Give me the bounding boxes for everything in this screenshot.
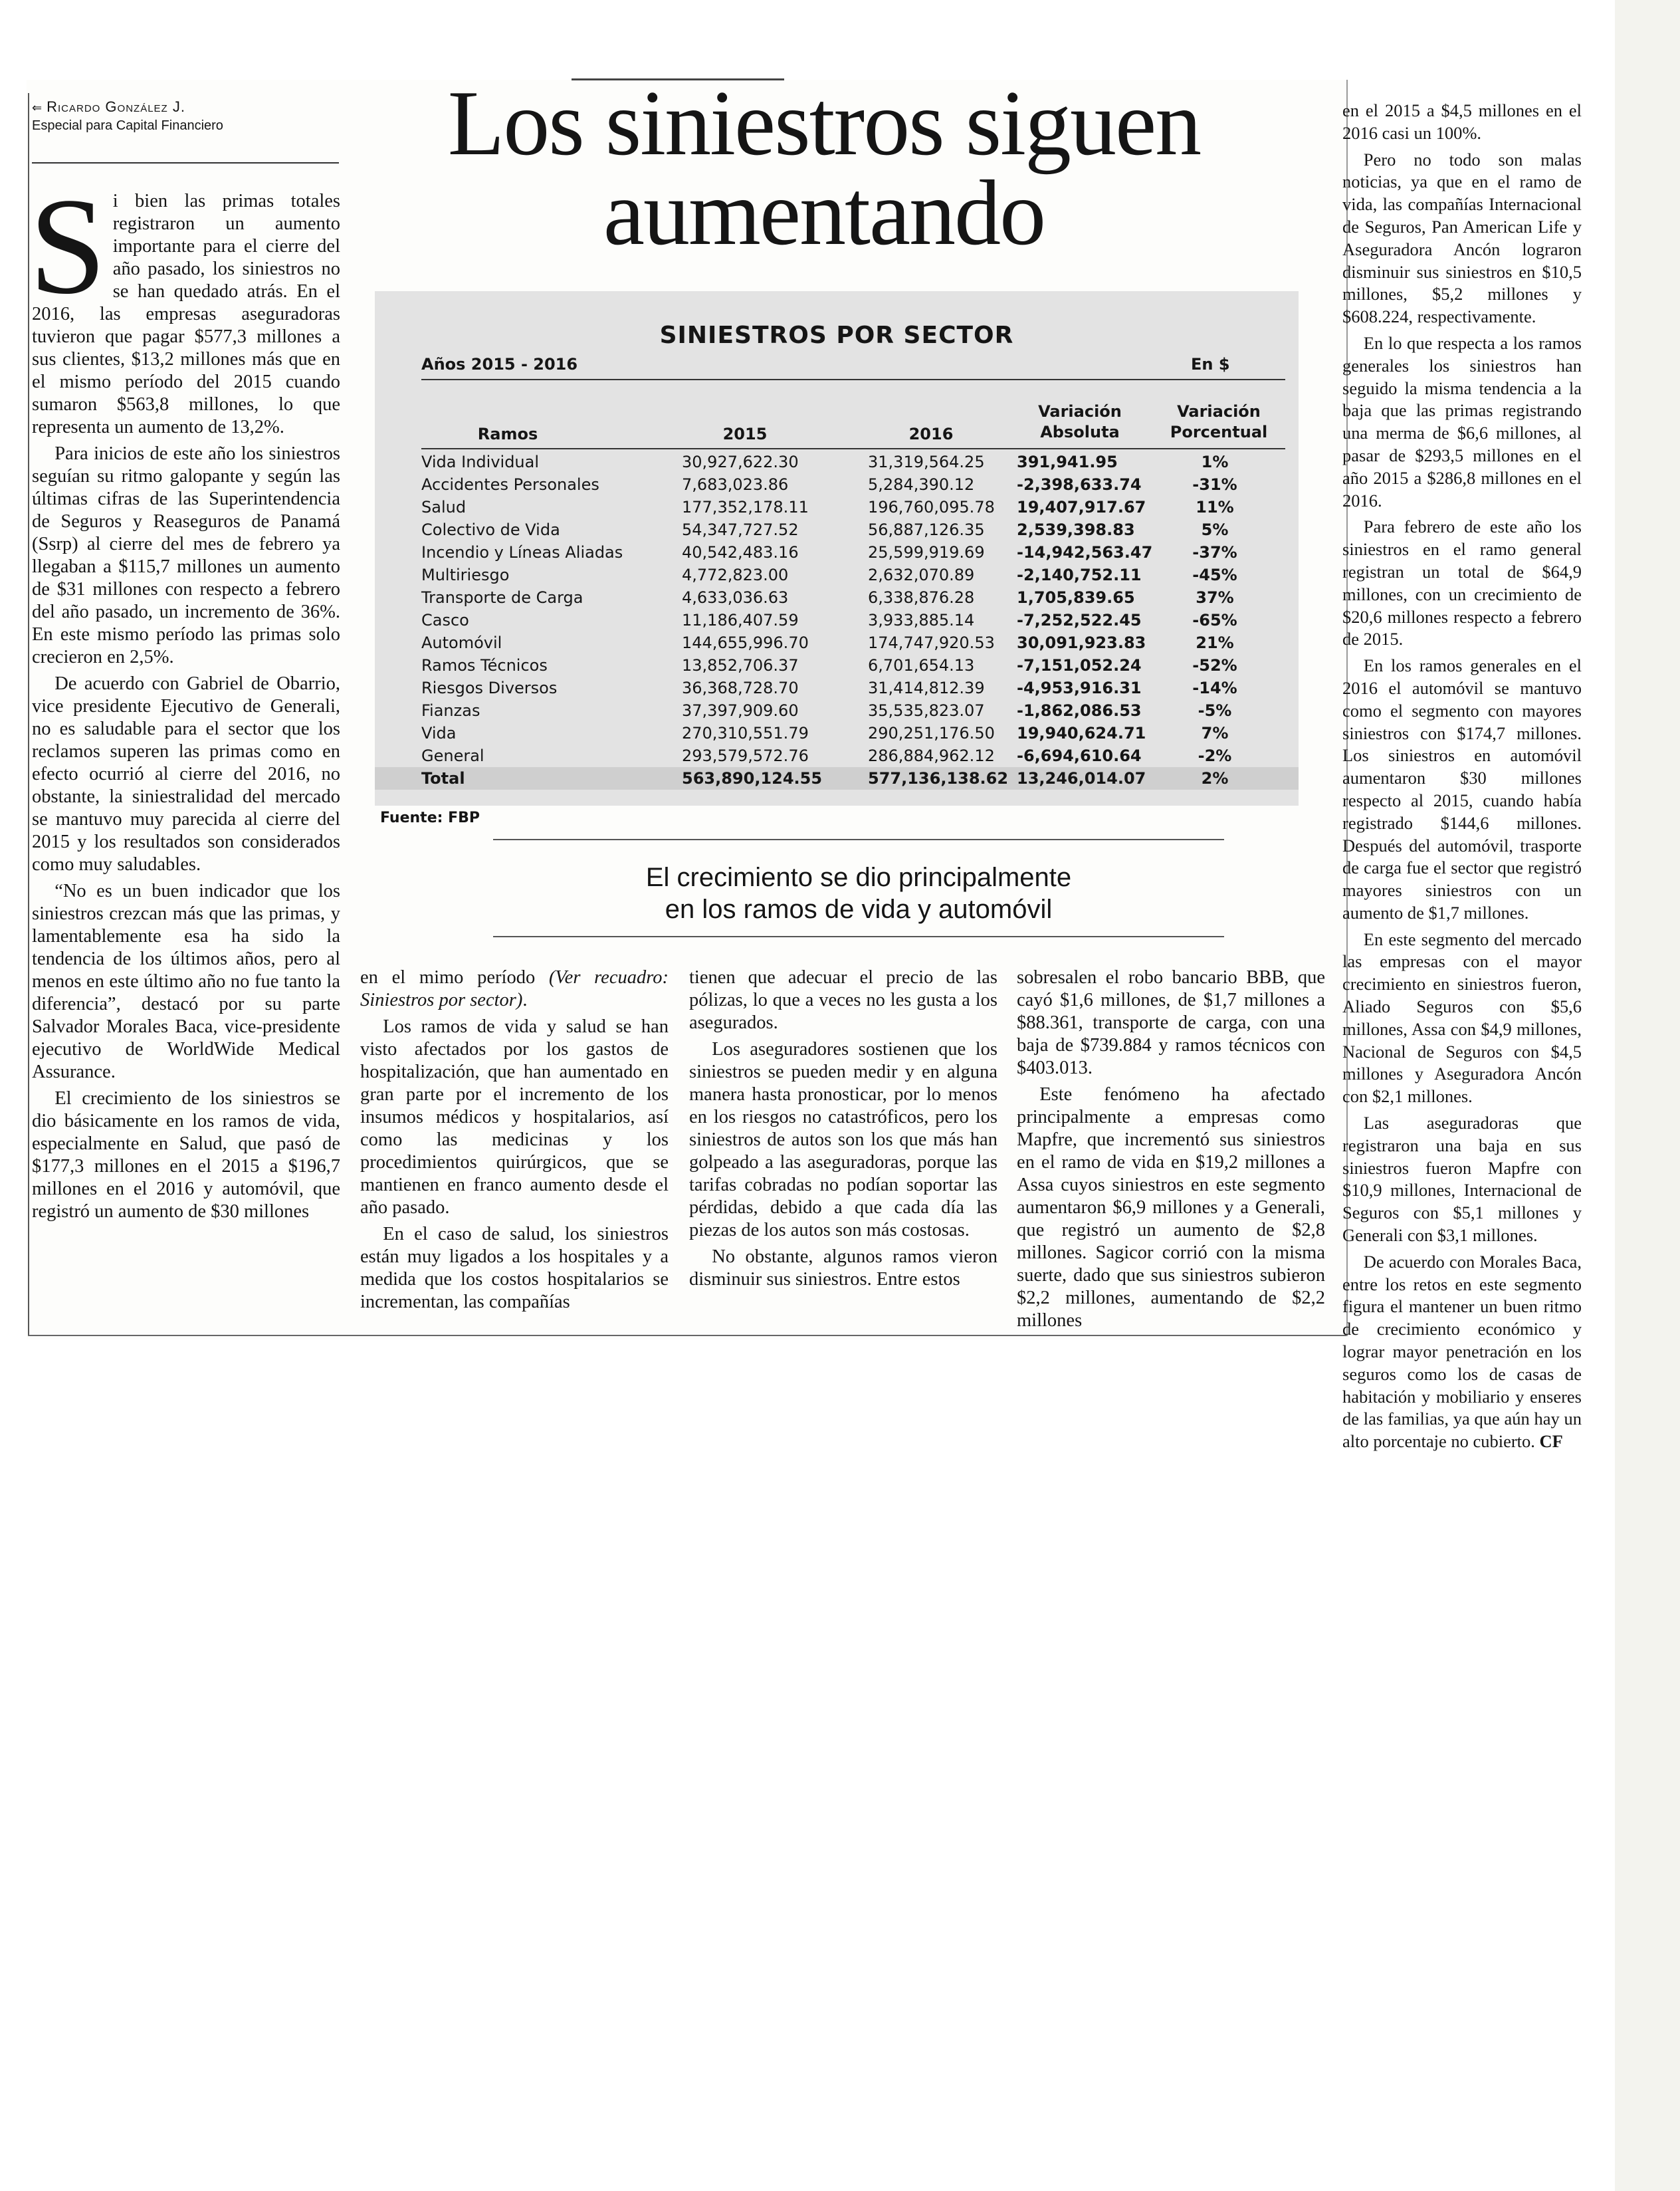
table-row	[375, 654, 1299, 677]
paragraph: Las aseguradoras que registraron una baja en sus siniestros fueron Mapfre con $10,9 millones, Internacional de Seguros con $5,1 millones y Generali con $3,1 millones.	[1342, 1113, 1582, 1246]
table-cell-abs: 1,705,839.65	[1017, 588, 1135, 607]
table-row	[375, 519, 1299, 541]
table-cell-abs: -7,151,052.24	[1017, 656, 1142, 675]
table-cell-v2016: 56,887,126.35	[868, 520, 985, 539]
table-cell-pct: -65%	[1192, 611, 1237, 630]
table-cell-abs: -4,953,916.31	[1017, 679, 1142, 697]
table-cell-ramo: Transporte de Carga	[421, 588, 583, 607]
paragraph: Los aseguradores sostienen que los siniestros se pueden medir y en alguna manera hasta pronosticar, por lo menos en los riesgos no catastróficos, pero los siniestros de autos son los que más han golpeado a las aseguradoras, porque las tarifas cobradas no podían soportar las pérdidas, debido a que cada día las piezas de los autos son más costosas.	[689, 1039, 998, 1240]
drop-cap: S	[29, 170, 106, 322]
paragraph: No obstante, algunos ramos vieron disminuir sus siniestros. Entre estos	[689, 1246, 998, 1290]
paragraph: En este segmento del mercado las empresas con el mayor crecimiento en siniestros fueron, Aliado Seguros con $5,6 millones, Assa con $4,9 millones, Nacional de Seguros con $4,5 millones y Aseguradora Ancón con $2,1 millones.	[1342, 929, 1582, 1107]
table-total-row	[375, 767, 1299, 790]
headline: Los siniestros siguen aumentando	[447, 72, 1201, 265]
pullquote-rule-top	[493, 839, 1224, 840]
table-cell-ramo: Fianzas	[421, 701, 480, 720]
table-cell-abs: 2,539,398.83	[1017, 520, 1135, 539]
table-cell-v2016: 6,338,876.28	[868, 588, 975, 607]
article-column-2	[360, 967, 669, 1318]
table-title: SINIESTROS POR SECTOR	[659, 322, 1014, 349]
table-cell-v2015: 293,579,572.76	[682, 747, 809, 765]
table-cell-v2015: 270,310,551.79	[682, 724, 809, 743]
table-currency: En $	[1191, 355, 1230, 374]
table-cell-v2016: 31,414,812.39	[868, 679, 985, 697]
header-text: Variación	[1038, 402, 1122, 421]
table-cell-pct: -37%	[1192, 543, 1237, 562]
table-cell-v2016: 35,535,823.07	[868, 701, 985, 720]
paragraph	[29, 170, 340, 439]
table-row	[375, 451, 1299, 473]
article-column-4	[1017, 967, 1325, 1336]
header-variacion-porcentual	[1166, 402, 1272, 443]
paragraph: “No es un buen indicador que los siniestros crezcan más que las primas, y lamentablemente esa ha sido la tendencia de los últimos años, pero al menos en este último año no fue tanto la diferencia”, destacó por su parte Salvador Morales Baca, vice-presidente ejecutivo de WorldWide Medical Assurance.	[32, 881, 340, 1082]
table-cell-ramo: General	[421, 747, 484, 765]
article-signature: CF	[1539, 1431, 1563, 1452]
table-cell-v2016: 31,319,564.25	[868, 453, 985, 471]
pullquote-line: en los ramos de vida y automóvil	[665, 895, 1053, 924]
article-column-3	[689, 967, 998, 1295]
table-cell-ramo: Vida Individual	[421, 453, 540, 471]
author-name: Ricardo González J.	[47, 98, 185, 115]
table-cell-pct: 37%	[1196, 588, 1234, 607]
table-cell-abs: 13,246,014.07	[1017, 769, 1146, 788]
header-2016: 2016	[908, 425, 954, 443]
table-cell-v2015: 177,352,178.11	[682, 498, 809, 517]
table-cell-abs: 391,941.95	[1017, 453, 1118, 471]
table-cell-abs: -6,694,610.64	[1017, 747, 1142, 765]
table-cell-abs: 19,407,917.67	[1017, 498, 1146, 517]
table-cell-pct: 11%	[1196, 498, 1234, 517]
table-cell-v2015: 30,927,622.30	[682, 453, 799, 471]
table-cell-pct: -45%	[1192, 566, 1237, 584]
table-cell-v2015: 36,368,728.70	[682, 679, 799, 697]
table-cell-v2016: 25,599,919.69	[868, 543, 985, 562]
paragraph: De acuerdo con Gabriel de Obarrio, vice presidente Ejecutivo de Generali, no es saludable para el sector que los reclamos superen las primas como en efecto ocurrió al cierre del 2016, no obstante, la siniestralidad del mercado se mantuvo muy parecida al cierre del 2015 y los resultados son considerados como muy saludables.	[32, 673, 340, 875]
table-cell-abs: -14,942,563.47	[1017, 543, 1153, 562]
table-cell-v2016: 290,251,176.50	[868, 724, 995, 743]
paragraph: En los ramos generales en el 2016 el automóvil se mantuvo como el segmento con mayores siniestros con $174,7 millones. Los siniestros en automóvil aumentaron $30 millones respecto al 2015, cuando había registrado $144,6 millones. Después del automóvil, trasporte de carga fue el sector que registró mayores siniestros con un aumento de $1,7 millones.	[1342, 655, 1582, 923]
paragraph-text: .	[522, 990, 528, 1010]
header-text: Porcentual	[1170, 423, 1268, 441]
header-variacion-absoluta	[1017, 402, 1143, 443]
table-cell-v2015: 4,633,036.63	[682, 588, 789, 607]
byline-author	[32, 98, 339, 116]
table-cell-abs: -1,862,086.53	[1017, 701, 1142, 720]
table-cell-v2015: 54,347,727.52	[682, 520, 799, 539]
table-row	[375, 609, 1299, 632]
paragraph: Para inicios de este año los siniestros seguían su ritmo galopante y según las últimas cifras de las Superintendencia de Seguros y Reaseguros de Panamá (Ssrp) al cierre del mes de febrero ya llegaban a $115,7 millones un aumento de $31 millones con respecto a febrero del año pasado, un incremento de 36%. En este mismo período las primas solo crecieron en 2,5%.	[32, 443, 340, 667]
paragraph: Pero no todo son malas noticias, ya que en el ramo de vida, las compañías Internacional de Seguros, Pan American Life y Aseguradora Ancón lograron disminuir sus siniestros en $10,5 millones, $5,2 millones y $608.224, respectivamente.	[1342, 149, 1582, 327]
table-cell-ramo: Automóvil	[421, 634, 502, 652]
table-cell-ramo: Ramos Técnicos	[421, 656, 548, 675]
header-text: Variación	[1177, 402, 1261, 421]
byline	[32, 98, 339, 134]
table-cell-pct: 21%	[1196, 634, 1234, 652]
table-cell-abs: 30,091,923.83	[1017, 634, 1146, 652]
table-cell-v2015: 7,683,023.86	[682, 475, 789, 494]
paragraph: Los ramos de vida y salud se han visto afectados por los gastos de hospitalización, que han aumentado en gran parte por el incremento de los insumos médicos y hospitalarios, así como las medicinas y los procedimientos quirúrgicos, que se mantienen en franco aumento desde el año pasado.	[360, 1016, 669, 1218]
paragraph: tienen que adecuar el precio de las pólizas, lo que a veces no les gusta a los asegurados.	[689, 967, 998, 1033]
table-cell-abs: -2,140,752.11	[1017, 566, 1142, 584]
article-column-5	[1342, 100, 1582, 1457]
header-2015: 2015	[722, 425, 768, 443]
table-cell-v2015: 13,852,706.37	[682, 656, 799, 675]
table-cell-pct: -31%	[1192, 475, 1237, 494]
pullquote-line: El crecimiento se dio principalmente	[645, 863, 1072, 892]
table-row	[375, 632, 1299, 654]
table-cell-v2016: 6,701,654.13	[868, 656, 975, 675]
table-row	[375, 473, 1299, 496]
table-cell-pct: 7%	[1201, 724, 1229, 743]
paragraph-text: en el mimo período	[360, 967, 549, 988]
table-years: Años 2015 - 2016	[421, 355, 578, 374]
table-rule	[421, 448, 1285, 449]
byline-divider	[32, 162, 339, 164]
table-cell-v2015: 144,655,996.70	[682, 634, 809, 652]
table-cell-v2016: 196,760,095.78	[868, 498, 995, 517]
byline-role: Especial para Capital Financiero	[32, 118, 223, 133]
table-cell-pct: -5%	[1198, 701, 1232, 720]
table-cell-ramo: Colectivo de Vida	[421, 520, 560, 539]
header-ramos: Ramos	[477, 425, 538, 443]
table-cell-v2015: 11,186,407.59	[682, 611, 799, 630]
table-rule	[421, 379, 1285, 380]
siniestros-table	[375, 291, 1299, 806]
table-cell-v2015: 4,772,823.00	[682, 566, 789, 584]
paragraph: El crecimiento de los siniestros se dio básicamente en los ramos de vida, especialmente en Salud, que pasó de $177,3 millones en el 2015 a $196,7 millones en el 2016 y automóvil, que registró un aumento de $30 millones	[32, 1088, 340, 1222]
table-cell-abs: -2,398,633.74	[1017, 475, 1142, 494]
table-cell-v2016: 286,884,962.12	[868, 747, 995, 765]
paragraph-text: De acuerdo con Morales Baca, entre los retos en este segmento figura el mantener un buen ritmo de crecimiento económico y lograr mayor penetración en los seguros como los de casas de habitación y mobiliario y enseres de las familias, ya que aún hay un alto porcentaje no cubierto.	[1342, 1251, 1582, 1452]
figure-reference: (Ver recuadro: Siniestros por sector)	[360, 967, 669, 1010]
pullquote	[493, 862, 1224, 925]
paragraph-text: i bien las primas totales registraron un aumento importante para el cierre del año pasado, los siniestros no se han quedado atrás. En el 2016, las empresas aseguradoras tuvieron que pagar $577,3 millones a sus clientes, $13,2 millones más que en el mismo período del 2015 cuando sumaron $563,8 millones, lo que representa un aumento de 13,2%.	[32, 191, 340, 437]
table-cell-ramo: Casco	[421, 611, 469, 630]
pullquote-rule-bottom	[493, 936, 1224, 937]
table-cell-ramo: Salud	[421, 498, 467, 517]
table-cell-abs: -7,252,522.45	[1017, 611, 1142, 630]
table-cell-pct: -14%	[1192, 679, 1237, 697]
table-cell-v2016: 174,747,920.53	[868, 634, 995, 652]
table-cell-pct: 1%	[1201, 453, 1229, 471]
table-cell-pct: -52%	[1192, 656, 1237, 675]
table-row	[375, 564, 1299, 586]
table-cell-pct: -2%	[1198, 747, 1232, 765]
table-cell-v2015: 37,397,909.60	[682, 701, 799, 720]
paragraph: En lo que respecta a los ramos generales los siniestros han seguido la misma tendencia a la baja que las primas registrando una merma de $6,6 millones, al pasar de $293,5 millones en el año 2015 a $286,8 millones en el 2016.	[1342, 332, 1582, 511]
table-cell-ramo: Total	[421, 769, 465, 788]
table-cell-ramo: Accidentes Personales	[421, 475, 599, 494]
paragraph: Este fenómeno ha afectado principalmente a empresas como Mapfre, que incrementó sus siniestros en el ramo de vida en $19,2 millones a Assa cuyos siniestros en este segmento aumentaron $6,9 millones y a Generali, que registró un aumento de $2,8 millones. Sagicor corrió con la misma suerte, dado que sus siniestros subieron $2,2 millones, aumentando de $2,2 millones	[1017, 1084, 1325, 1331]
table-row	[375, 496, 1299, 519]
table-cell-pct: 5%	[1201, 520, 1229, 539]
table-cell-v2015: 563,890,124.55	[682, 769, 823, 788]
paragraph: Para febrero de este año los siniestros en el ramo general registran un total de $64,9 millones, con un crecimiento de $20,6 millones respecto a febrero de 2015.	[1342, 517, 1582, 649]
table-row	[375, 677, 1299, 699]
paragraph: sobresalen el robo bancario BBB, que cayó $1,6 millones, de $1,7 millones a $88.361, transporte de carga, con una baja de $739.884 y ramos técnicos con $403.013.	[1017, 967, 1325, 1078]
paragraph	[360, 967, 669, 1012]
table-cell-v2015: 40,542,483.16	[682, 543, 799, 562]
paragraph: en el 2015 a $4,5 millones en el 2016 casi un 100%.	[1342, 100, 1582, 143]
table-row	[375, 722, 1299, 745]
table-row	[375, 699, 1299, 722]
table-cell-v2016: 2,632,070.89	[868, 566, 975, 584]
paragraph	[1342, 1251, 1582, 1453]
table-row	[375, 586, 1299, 609]
table-source: Fuente: FBP	[380, 810, 480, 826]
scan-margin	[1615, 0, 1680, 2191]
table-cell-ramo: Incendio y Líneas Aliadas	[421, 543, 623, 562]
arrow-icon: ⇐	[32, 101, 43, 114]
table-row	[375, 541, 1299, 564]
header-text: Absoluta	[1040, 423, 1120, 441]
table-row	[375, 745, 1299, 767]
table-cell-pct: 2%	[1201, 769, 1229, 788]
table-cell-ramo: Riesgos Diversos	[421, 679, 558, 697]
table-cell-v2016: 577,136,138.62	[868, 769, 1009, 788]
table-cell-ramo: Vida	[421, 724, 457, 743]
table-cell-abs: 19,940,624.71	[1017, 724, 1146, 743]
table-cell-v2016: 3,933,885.14	[868, 611, 975, 630]
article-column-1	[29, 170, 340, 1227]
paragraph: En el caso de salud, los siniestros están muy ligados a los hospitales y a medida que los costos hospitalarios se incrementan, las compañías	[360, 1224, 669, 1312]
table-cell-v2016: 5,284,390.12	[868, 475, 975, 494]
table-cell-ramo: Multiriesgo	[421, 566, 510, 584]
